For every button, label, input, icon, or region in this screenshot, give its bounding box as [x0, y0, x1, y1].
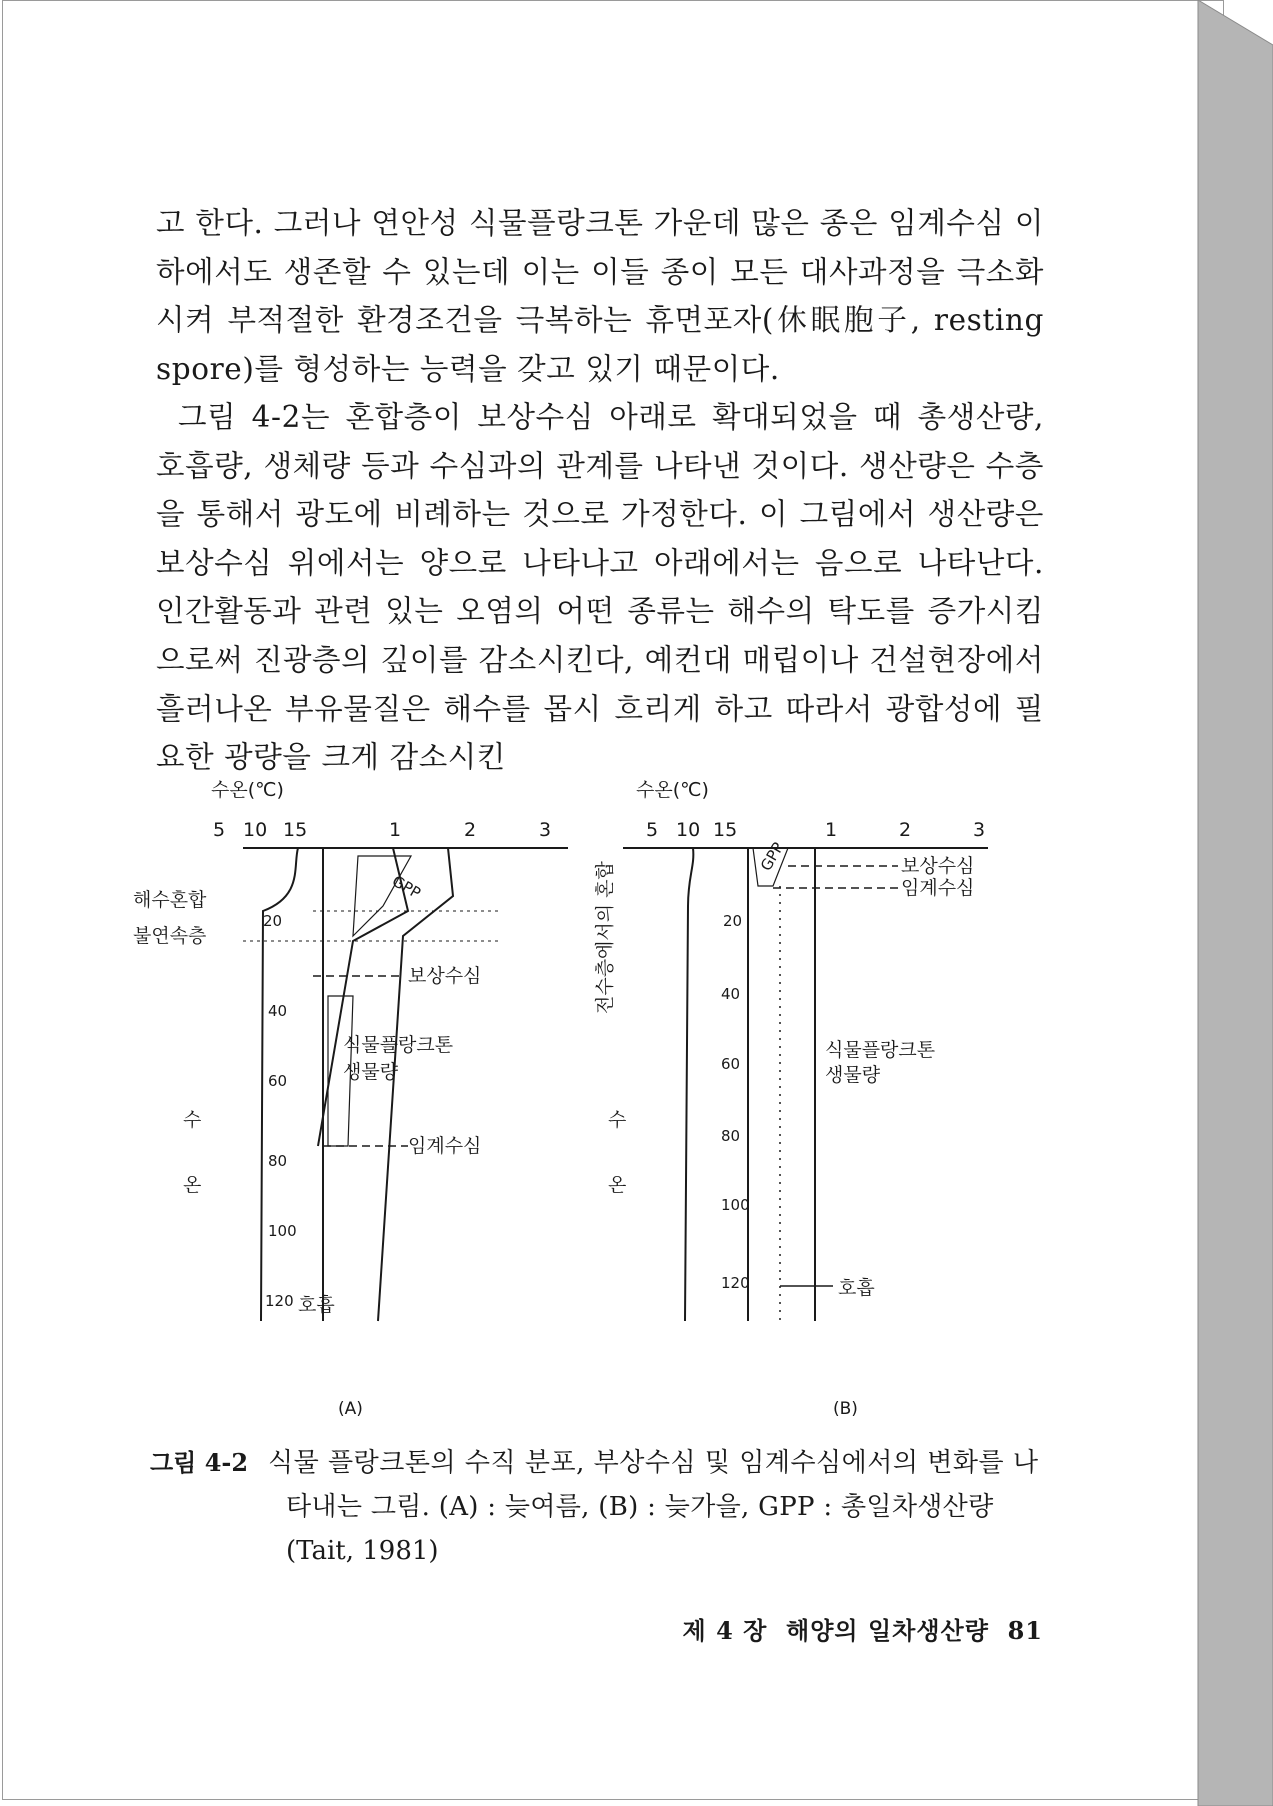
a-temp-vertical-1: 수 [183, 1109, 202, 1131]
book-edge [1198, 0, 1273, 1806]
b-temp-vertical-1: 수 [608, 1109, 627, 1131]
a-depth-tick-80: 80 [268, 1152, 288, 1170]
a-prod-tick-1: 1 [389, 819, 402, 841]
a-gpp-curve [318, 848, 408, 1146]
b-prod-tick-2: 2 [899, 819, 912, 841]
b-temperature-profile [685, 848, 693, 1321]
caption-number: 그림 4-2 [150, 1448, 249, 1477]
figure-panel-b [593, 766, 1023, 1326]
b-gpp-label: GPP [756, 839, 788, 874]
a-biomass-curve [378, 848, 453, 1321]
a-temp-tick-10: 10 [243, 819, 268, 841]
figure-panel-a [133, 766, 573, 1326]
b-temp-tick-15: 15 [713, 819, 738, 841]
b-temp-tick-10: 10 [676, 819, 701, 841]
b-temp-tick-5: 5 [646, 819, 659, 841]
a-biomass-label-2: 생물량 [343, 1061, 399, 1083]
b-biomass-label-2: 생물량 [825, 1064, 881, 1086]
b-respiration-label: 호흡 [838, 1277, 875, 1299]
page-footer [663, 1611, 1043, 1646]
b-prod-tick-3: 3 [973, 819, 986, 841]
b-biomass-label-1: 식물플랑크톤 [825, 1039, 936, 1061]
a-compensation-label: 보상수심 [408, 965, 482, 987]
a-depth-tick-40: 40 [268, 1002, 288, 1020]
b-critical-label: 임계수심 [901, 877, 975, 899]
caption-line-1: 식물 플랑크톤의 수직 분포, 부상수심 및 임계수심에서의 변화를 나 [268, 1448, 1039, 1478]
paragraph-1: 고 한다. 그러나 연안성 식물플랑크톤 가운데 많은 종은 임계수심 이하에서도 생존할 수 있는데 이는 이들 종이 모든 대사과정을 극소화시켜 부적절한 환경조건을 극복하는 휴면포자(休眠胞子, resting spore)를 형성하는 능력을 갖고 있기 때문이다. [156, 206, 1044, 386]
a-depth-tick-120: 120 [265, 1292, 294, 1310]
a-temp-tick-15: 15 [283, 819, 308, 841]
a-respiration-label: 호흡 [298, 1294, 335, 1316]
caption-line-3: (Tait, 1981) [286, 1536, 439, 1566]
footer-chapter: 제 4 장 [682, 1616, 768, 1645]
paragraph-2: 그림 4-2는 혼합층이 보상수심 아래로 확대되었을 때 총생산량, 호흡량, 생체량 등과 수심과의 관계를 나타낸 것이다. 생산량은 수층을 통해서 광도에 비례하는 것으로 가정한다. 이 그림에서 생산량은 보상수심 위에서는 양으로 나타나고 아래에서는 음으로 나타난다. 인간활동과 관련 있는 오염의 어떤 종류는 해수의 탁도를 증가시킴으로써 진광층의 깊이를 감소시킨다, 예컨대 매립이나 건설현장에서 흘러나온 부유물질은 해수를 몹시 흐리게 하고 따라서 광합성에 필요한 광량을 크게 감소시킨 [156, 400, 1044, 775]
a-biomass-label-1: 식물플랑크톤 [343, 1034, 454, 1056]
b-axis-title: 수온(℃) [636, 779, 709, 801]
b-depth-tick-100: 100 [721, 1196, 750, 1214]
b-depth-tick-20: 20 [723, 912, 743, 930]
a-critical-label: 임계수심 [408, 1135, 482, 1157]
b-compensation-label: 보상수심 [901, 855, 975, 877]
page-number: 81 [1007, 1616, 1043, 1645]
footer-title: 해양의 일차생산량 [786, 1616, 989, 1645]
a-depth-tick-100: 100 [268, 1222, 297, 1240]
b-temp-vertical-2: 온 [608, 1174, 627, 1196]
panel-a-label: (A) [338, 1399, 363, 1419]
b-depth-tick-40: 40 [721, 985, 741, 1003]
caption-line-2: 타내는 그림. (A) : 늦여름, (B) : 늦가을, GPP : 총일차생산량 [286, 1492, 994, 1522]
b-prod-tick-1: 1 [825, 819, 838, 841]
panel-b-label: (B) [833, 1399, 858, 1419]
a-depth-tick-60: 60 [268, 1072, 288, 1090]
a-gpp-hatch [353, 856, 411, 936]
b-depth-tick-60: 60 [721, 1055, 741, 1073]
a-mixing-label: 해수혼합 [133, 889, 207, 911]
a-axis-title: 수온(℃) [211, 779, 284, 801]
book-page [2, 0, 1224, 1800]
a-thermocline-label: 불연속층 [133, 925, 207, 947]
a-gpp-label: GPP [389, 871, 424, 903]
b-depth-tick-80: 80 [721, 1127, 741, 1145]
b-mixing-label: 전수층에서의 혼합 [594, 861, 616, 1014]
a-temp-vertical-2: 온 [183, 1174, 202, 1196]
a-prod-tick-3: 3 [539, 819, 552, 841]
b-depth-tick-120: 120 [721, 1274, 750, 1292]
a-prod-tick-2: 2 [464, 819, 477, 841]
a-temp-tick-5: 5 [213, 819, 226, 841]
a-depth-tick-20: 20 [263, 912, 283, 930]
